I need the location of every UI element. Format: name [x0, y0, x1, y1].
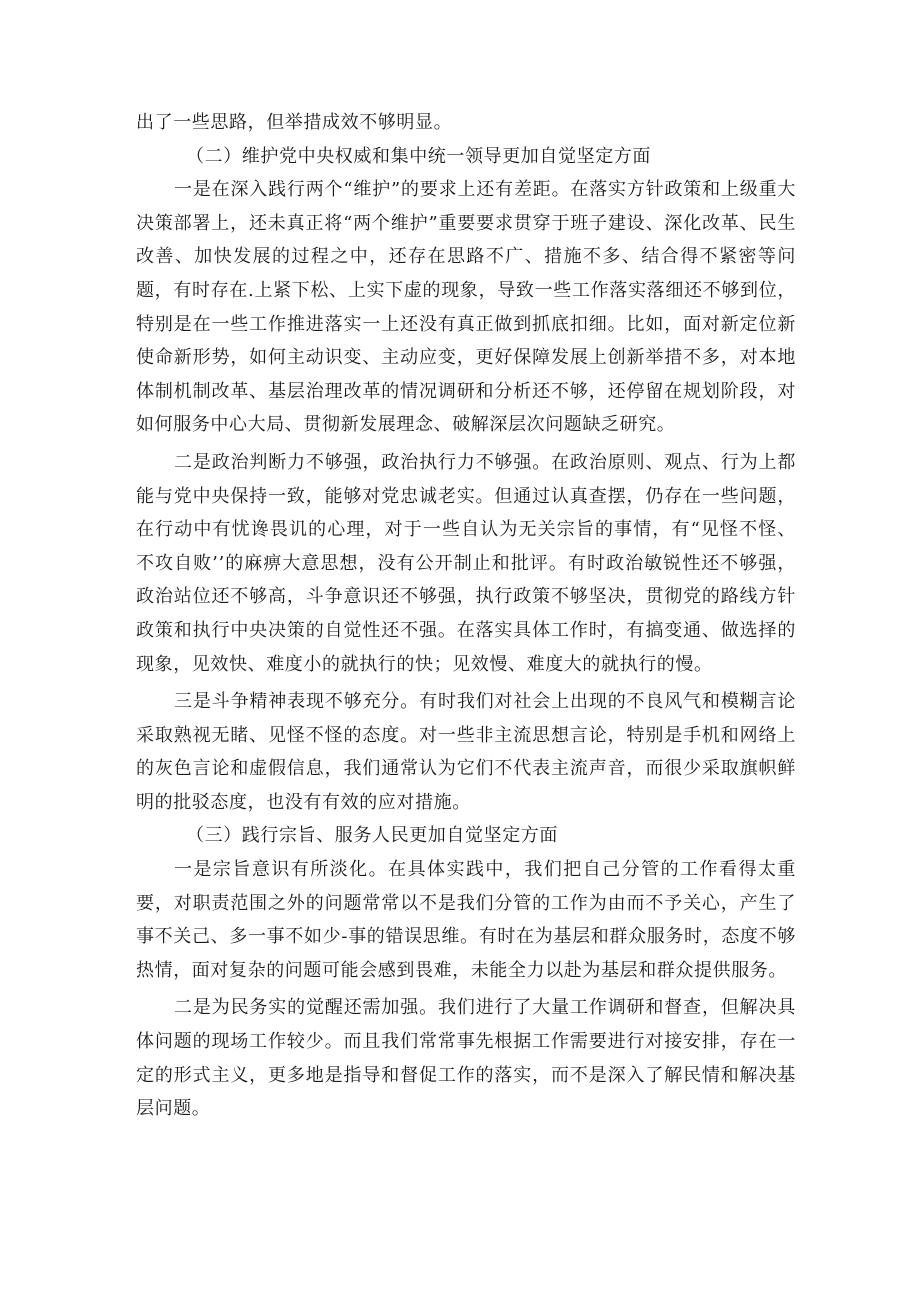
paragraph-2-2: 二是政治判断力不够强，政治执行力不够强。在政治原则、观点、行为上都能与党中央保持一致，能够对党忠诚老实。但通过认真查摆，仍存在一些问题，在行动中有忧谗畏讥的心理，对于一些自认为无关宗旨的事情，有“见怪不怪、不攻自败’’的麻痹大意思想，没有公开制止和批评。有时政治敏锐性还不够强，政治站位还不够高，斗争意识还不够强，执行政策不够坚决，贯彻党的路线方针政策和执行中央决策的自觉性还不强。在落实具体工作时，有搞变通、做选择的现象，见效快、难度小的就执行的快；见效慢、难度大的就执行的慢。 — [136, 451, 796, 675]
section-heading-2: （二）维护党中央权威和集中统一领导更加自觉坚定方面 — [186, 145, 651, 167]
paragraph-2-1: 一是在深入践行两个“维护”的要求上还有差距。在落实方针政策和上级重大决策部署上，还未真正将“两个维护”重要要求贯穿于班子建设、深化改革、民生改善、加快发展的过程之中，还存在思路不广、措施不多、结合得不紧密等问题，有时存在.上紧下松、上实下虚的现象，导致一些工作落实落细还不够到位，特别是在一些工作推进落实一上还没有真正做到抓底扣细。比如，面对新定位新使命新形势，如何主动识变、主动应变，更好保障发展上创新举措不多，对本地体制机制改革、基层治理改革的情况调研和分析还不够，还停留在规划阶段，对如何服务中心大局、贯彻新发展理念、破解深层次问题缺乏研究。 — [136, 179, 796, 436]
paragraph-continuation: 出了一些思路，但举措成效不够明显。 — [136, 112, 453, 133]
section-heading-3: （三）践行宗旨、服务人民更加自觉坚定方面 — [186, 825, 558, 847]
paragraph-3-1: 一是宗旨意识有所淡化。在具体实践中，我们把自己分管的工作看得太重要，对职责范围之外的问题常常以不是我们分管的工作为由而不予关心，产生了事不关己、多一事不如少-事的错误思维。有时在为基层和群众服务时，态度不够热情，面对复杂的问题可能会感到畏难，未能全力以赴为基层和群众提供服务。 — [136, 859, 796, 981]
paragraph-3-2: 二是为民务实的觉醒还需加强。我们进行了大量工作调研和督查，但解决具体问题的现场工作较少。而且我们常常事先根据工作需要进行对接安排，存在一定的形式主义，更多地是指导和督促工作的落实，而不是深入了解民情和解决基层问题。 — [136, 997, 796, 1120]
document-page — [136, 106, 796, 1126]
paragraph-2-3: 三是斗争精神表现不够充分。有时我们对社会上出现的不良风气和模糊言论采取熟视无睹、见怪不怪的态度。对一些非主流思想言论，特别是手机和网络上的灰色言论和虚假信息，我们通常认为它们不代表主流声音，而很少采取旗帜鲜明的批驳态度，也没有有效的应对措施。 — [136, 691, 796, 813]
